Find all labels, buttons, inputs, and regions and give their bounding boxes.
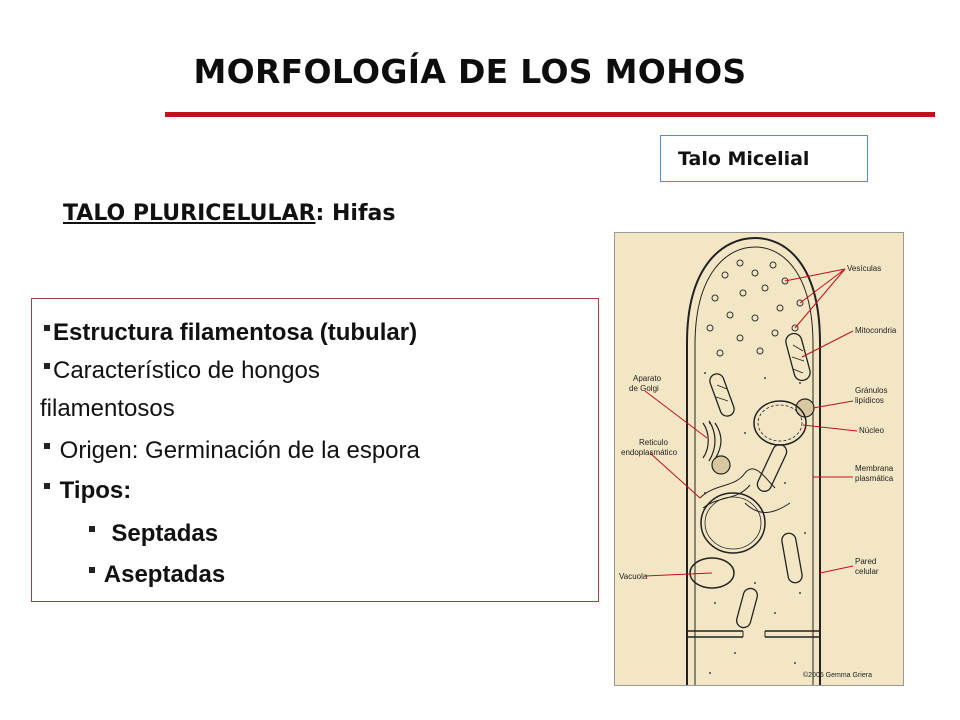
list-item: Tipos: [44,477,131,505]
label-reticulo: Reticulo [639,438,668,447]
list-item: Origen: Germinación de la espora [44,437,420,465]
square-bullet-icon [89,526,95,532]
talo-micelial-box: Talo Micelial [660,135,868,182]
large-vacuole [701,493,765,553]
label-plasmatica: plasmática [855,474,894,483]
label-membrana: Membrana [855,464,894,473]
label-endoplasmatico: endoplasmático [621,448,678,457]
label-granulos: Gránulos [855,386,888,395]
square-bullet-icon [44,363,50,369]
list-item: Aseptadas [89,561,225,589]
nucleus [754,401,806,445]
list-item: Característico de hongos [44,357,320,385]
list-item-continuation: filamentosos [40,395,175,422]
square-bullet-icon [44,443,50,449]
list-item: Estructura filamentosa (tubular) [44,319,417,347]
label-celular: celular [855,567,879,576]
hypha-diagram [614,232,904,686]
golgi-apparatus [703,421,721,461]
septum-pore [743,631,765,637]
heading-rest: : Hifas [315,201,396,226]
label-vesiculas: Vesículas [847,264,882,273]
page-title: MORFOLOGÍA DE LOS MOHOS [193,52,747,91]
bullet-list-box [31,298,599,602]
label-lipidicos: lipídicos [855,396,884,405]
label-mitocondria: Mitocondria [855,326,897,335]
square-bullet-icon [44,325,50,331]
septum [687,631,820,637]
vesicles [707,260,803,356]
section-heading [63,201,395,226]
hypha-illustration [615,233,903,685]
leader-lines [645,269,857,576]
cell-wall [687,238,820,685]
heading-underlined: TALO PLURICELULAR [63,201,316,226]
label-aparato: Aparato [633,374,662,383]
label-vacuola: Vacuola [619,572,648,581]
label-pared: Pared [855,557,877,566]
mitochondria [708,332,812,629]
copyright-label: ©2005 Gemma Griera [803,672,872,679]
label-de-golgi: de Golgi [629,384,659,393]
list-item: Septadas [89,520,218,548]
square-bullet-icon [44,483,50,489]
square-bullet-icon [89,567,95,573]
label-nucleo: Núcleo [859,426,884,435]
title-divider [165,112,935,117]
